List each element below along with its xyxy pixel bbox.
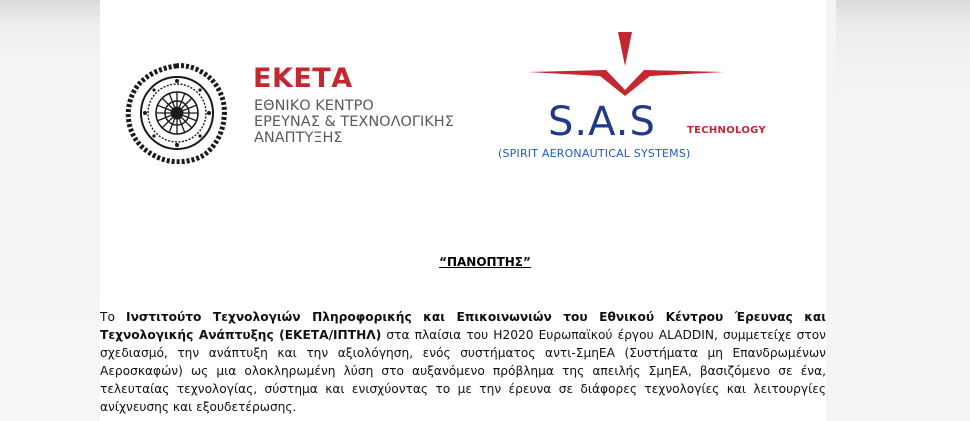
- sas-logo-tagline: TECHNOLOGY: [687, 125, 766, 136]
- paragraph-organization: Ινστιτούτο Τεχνολογιών Πληροφορικής και Επικοινωνιών του Εθνικού Κέντρου Έρευνας και Τεχνολογικής Ανάπτυξης (ΕΚΕΤΑ/ΙΠΤΗΛ): [100, 310, 826, 342]
- sas-aircraft-icon: [528, 30, 724, 96]
- sas-logo-subtitle: (SPIRIT AERONAUTICAL SYSTEMS): [498, 147, 691, 160]
- right-margin-shade: [836, 0, 970, 106]
- eketa-full-name: [254, 98, 514, 146]
- paragraph-body: στα πλαίσια του H2020 Ευρωπαϊκού έργου ALADDIN, συμμετείχε στον σχεδιασμό, την ανάπτυξη και την αξιολόγηση, ενός συστήματος αντι-ΣμηΕΑ (Συστήματα μη Επανδρωμένων Αεροσκαφών) ως μια ολοκληρωμένη λύση στο αυξανόμενο πρόβλημα της απειλής ΣμηΕΑ, βασιζόμενο σε ένα, τελευταίας τεχνολογίας, σύστημα και ενισχύοντας το με την έρευνα σε διάφορες τεχνολογίες και λειτουργίες ανίχνευσης και εξουδετέρωσης.: [100, 327, 826, 414]
- left-margin-background: [0, 0, 100, 421]
- eketa-name-line-3: ΑΝΑΠΤΥΞΗΣ: [254, 130, 343, 146]
- eketa-seal-logo: [124, 60, 230, 164]
- eketa-name-line-1: ΕΘΝΙΚΟ ΚΕΝΤΡΟ: [254, 98, 374, 114]
- eketa-name-line-2: ΕΡΕΥΝΑΣ & ΤΕΧΝΟΛΟΓΙΚΗΣ: [254, 114, 454, 130]
- document-paragraph: [100, 309, 826, 416]
- sas-logo-name: S.A.S: [548, 99, 656, 145]
- paragraph-intro: Το: [100, 310, 127, 324]
- eketa-acronym: ΕΚΕΤΑ: [253, 63, 353, 94]
- document-title: “ΠΑΝΟΠΤΗΣ”: [439, 255, 531, 269]
